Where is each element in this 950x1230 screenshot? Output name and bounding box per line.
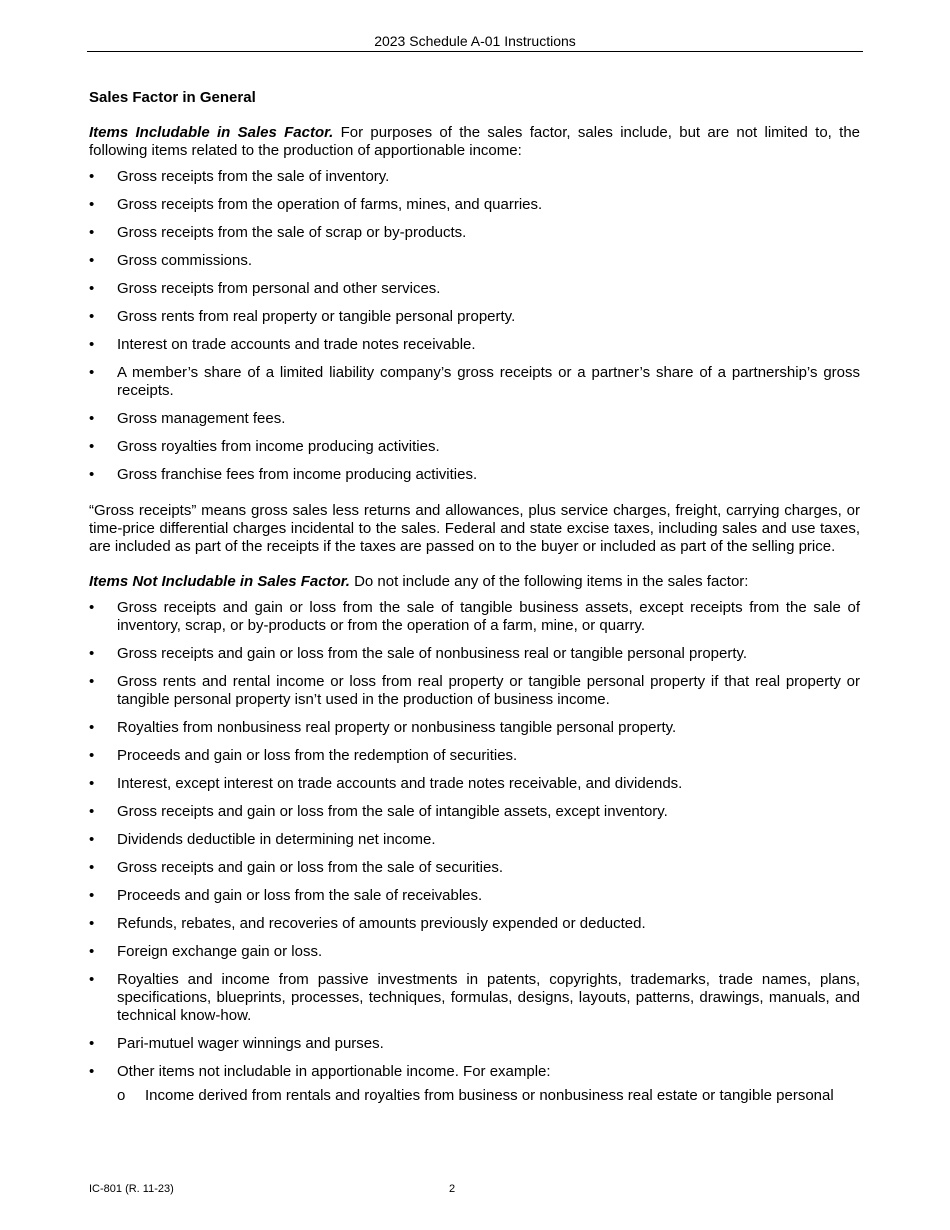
bullet-icon: •	[89, 1035, 95, 1052]
bullet-icon: •	[89, 438, 95, 455]
bullet-icon: •	[89, 224, 95, 241]
list-item	[89, 252, 860, 270]
bullet-icon: •	[89, 466, 95, 483]
bullet-icon: •	[89, 831, 95, 848]
list-item	[89, 719, 860, 737]
list-item	[89, 971, 860, 1025]
list-item-text: Gross commissions.	[117, 252, 253, 269]
list-item	[89, 336, 860, 354]
list-item-text: Other items not includable in apportionable income. For example:	[117, 1063, 551, 1080]
list-item-text: Gross management fees.	[117, 410, 286, 427]
list-item	[89, 168, 860, 186]
list-item-text: Gross receipts and gain or loss from the sale of intangible assets, except inventory.	[117, 803, 668, 820]
bullet-icon: •	[89, 673, 95, 690]
list-item-text: Royalties from nonbusiness real property or nonbusiness tangible personal property.	[117, 719, 677, 736]
bullet-icon: •	[89, 280, 95, 297]
list-item-text: Interest on trade accounts and trade notes receivable.	[117, 336, 476, 353]
bullet-icon: •	[89, 308, 95, 325]
list-item	[89, 438, 860, 456]
bullet-icon: •	[89, 410, 95, 427]
list-item	[89, 196, 860, 214]
not-includable-label: Items Not Includable in Sales Factor.	[89, 573, 350, 590]
list-item	[89, 410, 860, 428]
list-item	[89, 599, 860, 635]
list-item	[89, 466, 860, 484]
bullet-icon: •	[89, 943, 95, 960]
list-item	[89, 887, 860, 905]
includable-list	[89, 168, 860, 484]
bullet-icon: •	[89, 859, 95, 876]
list-item	[89, 645, 860, 663]
list-item-text: Gross receipts from personal and other services.	[117, 280, 441, 297]
list-item-text: Royalties and income from passive investments in patents, copyrights, trademarks, trade names, plans, specifications, blueprints, processes, techniques, formulas, designs, layouts, patterns, drawings, manuals, and technical know-how.	[117, 971, 860, 1024]
list-item-other	[89, 1063, 860, 1105]
not-includable-list	[89, 599, 860, 1105]
list-item-text: Gross receipts and gain or loss from the sale of nonbusiness real or tangible personal property.	[117, 645, 748, 662]
bullet-icon: •	[89, 1063, 95, 1080]
list-item	[89, 747, 860, 765]
list-item	[89, 943, 860, 961]
list-item	[89, 673, 860, 709]
bullet-icon: •	[89, 747, 95, 764]
list-item	[89, 308, 860, 326]
list-item-text: Income derived from rentals and royalties from business or nonbusiness real estate or tangible personal	[145, 1087, 834, 1104]
list-item-text: Gross receipts from the sale of inventory.	[117, 168, 390, 185]
bullet-icon: •	[89, 719, 95, 736]
not-includable-text: Do not include any of the following items in the sales factor:	[349, 573, 749, 590]
includable-label: Items Includable in Sales Factor.	[89, 124, 334, 141]
bullet-icon: •	[89, 252, 95, 269]
list-item-text: Gross rents and rental income or loss from real property or tangible personal property if that real property or tangible personal property isn’t used in the production of business income.	[117, 673, 860, 708]
list-item-text: Gross receipts and gain or loss from the sale of securities.	[117, 859, 504, 876]
document-body	[89, 89, 860, 1123]
list-item-text: Foreign exchange gain or loss.	[117, 943, 323, 960]
section-heading: Sales Factor in General	[89, 89, 256, 106]
list-item	[89, 859, 860, 877]
list-item-text: Gross receipts and gain or loss from the sale of tangible business assets, except receipts from the sale of inventory, scrap, or by-products or from the operation of a farm, mine, or quarry.	[117, 599, 860, 634]
list-item-text: A member’s share of a limited liability company’s gross receipts or a partner’s share of a partnership’s gross receipts.	[117, 364, 860, 399]
list-item-text: Gross royalties from income producing activities.	[117, 438, 440, 455]
bullet-icon: •	[89, 775, 95, 792]
list-item	[89, 831, 860, 849]
includable-text: For purposes of the sales factor, sales include, but are not limited to, the following items related to the production of apportionable income:	[89, 124, 861, 159]
list-item	[89, 280, 860, 298]
page-number: 2	[449, 1183, 456, 1195]
list-item	[89, 364, 860, 400]
bullet-icon: •	[89, 599, 95, 616]
list-item-text: Interest, except interest on trade accounts and trade notes receivable, and dividends.	[117, 775, 683, 792]
not-includable-intro	[89, 573, 860, 591]
bullet-icon: •	[89, 915, 95, 932]
bullet-icon: o	[117, 1087, 126, 1104]
bullet-icon: •	[89, 364, 95, 381]
list-item	[89, 803, 860, 821]
list-item-text: Gross receipts from the sale of scrap or by-products.	[117, 224, 467, 241]
list-item	[89, 915, 860, 933]
list-item-text: Proceeds and gain or loss from the sale of receivables.	[117, 887, 483, 904]
list-item-text: Gross franchise fees from income producing activities.	[117, 466, 478, 483]
bullet-icon: •	[89, 196, 95, 213]
example-sublist	[117, 1087, 860, 1105]
list-item-text: Gross rents from real property or tangible personal property.	[117, 308, 516, 325]
page-header: 2023 Schedule A-01 Instructions	[87, 33, 863, 52]
form-number: IC-801 (R. 11-23)	[89, 1183, 174, 1195]
list-item	[89, 775, 860, 793]
list-item-text: Pari-mutuel wager winnings and purses.	[117, 1035, 384, 1052]
bullet-icon: •	[89, 887, 95, 904]
list-item	[89, 224, 860, 242]
list-item-text: Proceeds and gain or loss from the redemption of securities.	[117, 747, 518, 764]
gross-receipts-definition: “Gross receipts” means gross sales less returns and allowances, plus service charges, freight, carrying charges, or time-price differential charges incidental to the sales. Federal and state excise taxes, including sales and use taxes, are included as part of the receipts if the taxes are passed on to the buyer or included as part of the selling price.	[89, 502, 860, 555]
list-item-text: Refunds, rebates, and recoveries of amounts previously expended or deducted.	[117, 915, 646, 932]
bullet-icon: •	[89, 336, 95, 353]
list-item-text: Gross receipts from the operation of farms, mines, and quarries.	[117, 196, 543, 213]
bullet-icon: •	[89, 971, 95, 988]
bullet-icon: •	[89, 803, 95, 820]
list-item-text: Dividends deductible in determining net income.	[117, 831, 436, 848]
includable-intro	[89, 124, 860, 160]
list-item	[89, 1035, 860, 1053]
list-item	[117, 1087, 860, 1105]
bullet-icon: •	[89, 645, 95, 662]
bullet-icon: •	[89, 168, 95, 185]
